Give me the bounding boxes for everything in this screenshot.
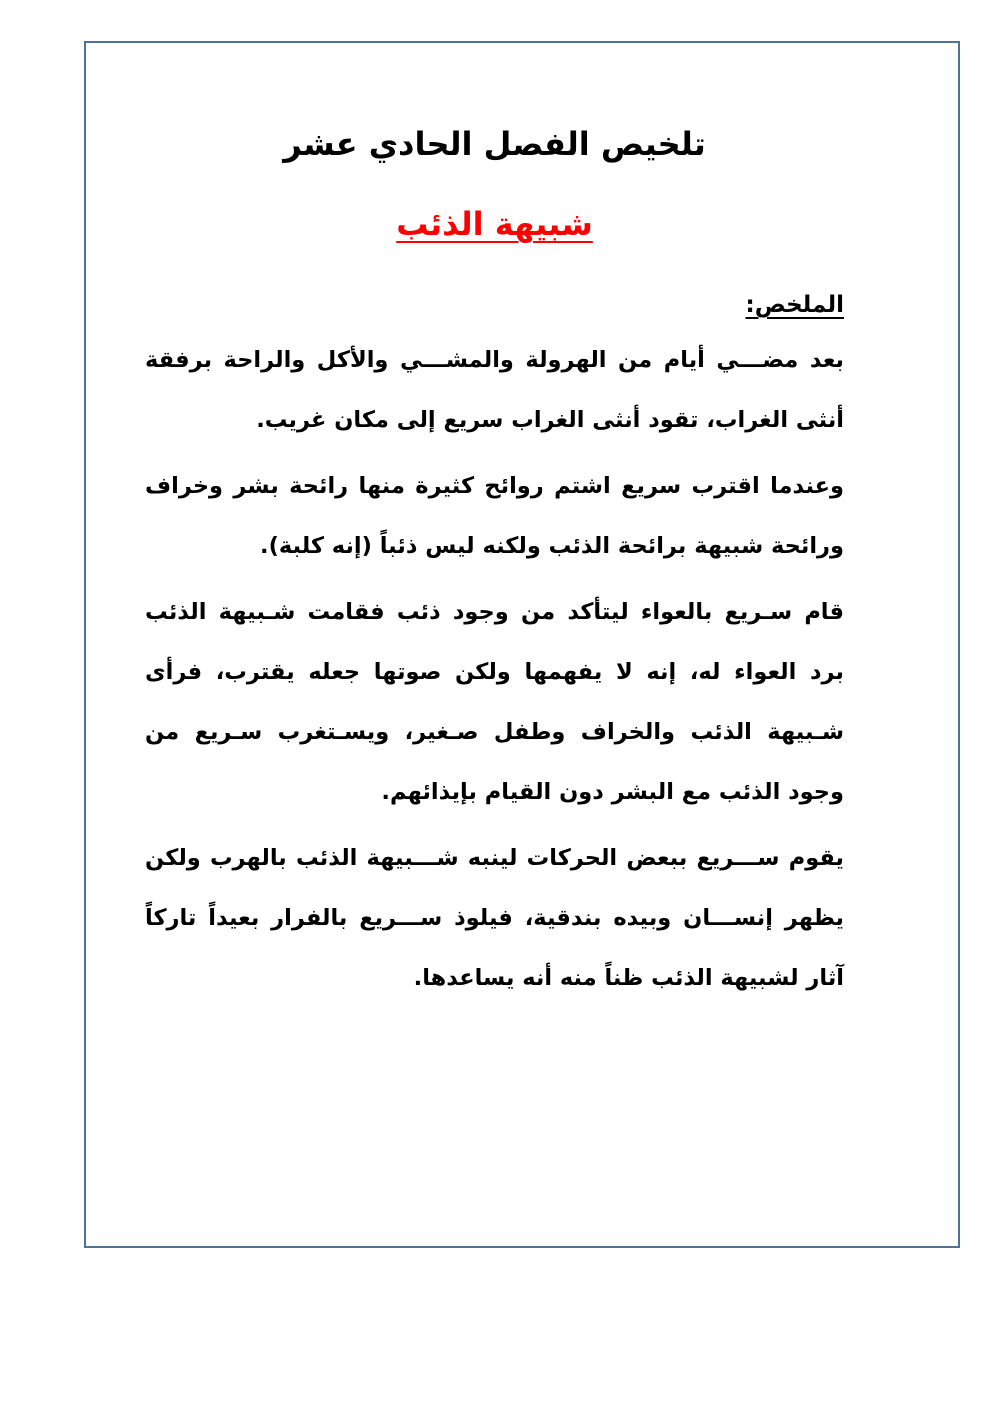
summary-paragraph-3: قام سـريع بالعواء ليتأكد من وجود ذئب فقامت شـبيهة الذئب برد العواء له، إنه لا يفهمها ولكن صوتها جعله يقترب، فرأى شـبيهة الذئب والخراف وطفل صـغير، ويسـتغرب سـريع من وجود الذئب مع البشر دون القيام بإيذائهم. — [145, 599, 844, 805]
story-title — [145, 198, 844, 250]
summary-paragraph-4: يقوم ســـريع ببعض الحركات لينبه شـــبيهة الذئب بالهرب ولكن يظهر إنســـان وبيده بندقية، فيلوذ ســـريع بالفرار بعيداً تاركاً آثار لشبيهة الذئب ظناً منه أنه يساعدها. — [145, 845, 844, 991]
summary-paragraph-1: بعد مضـــي أيام من الهرولة والمشـــي والأكل والراحة برفقة أنثى الغراب، تقود أنثى الغراب سريع إلى مكان غريب. — [145, 347, 844, 433]
summary-paragraph-2: وعندما اقترب سريع اشتم روائح كثيرة منها رائحة بشر وخراف ورائحة شبيهة برائحة الذئب ولكنه ليس ذئباً (إنه كلبة). — [145, 473, 844, 559]
chapter-title: تلخيص الفصل الحادي عشر — [283, 125, 706, 163]
document-content — [145, 118, 844, 1008]
summary-label: الملخص: — [745, 292, 844, 318]
story-title-text: شبيهة الذئب — [396, 205, 593, 243]
